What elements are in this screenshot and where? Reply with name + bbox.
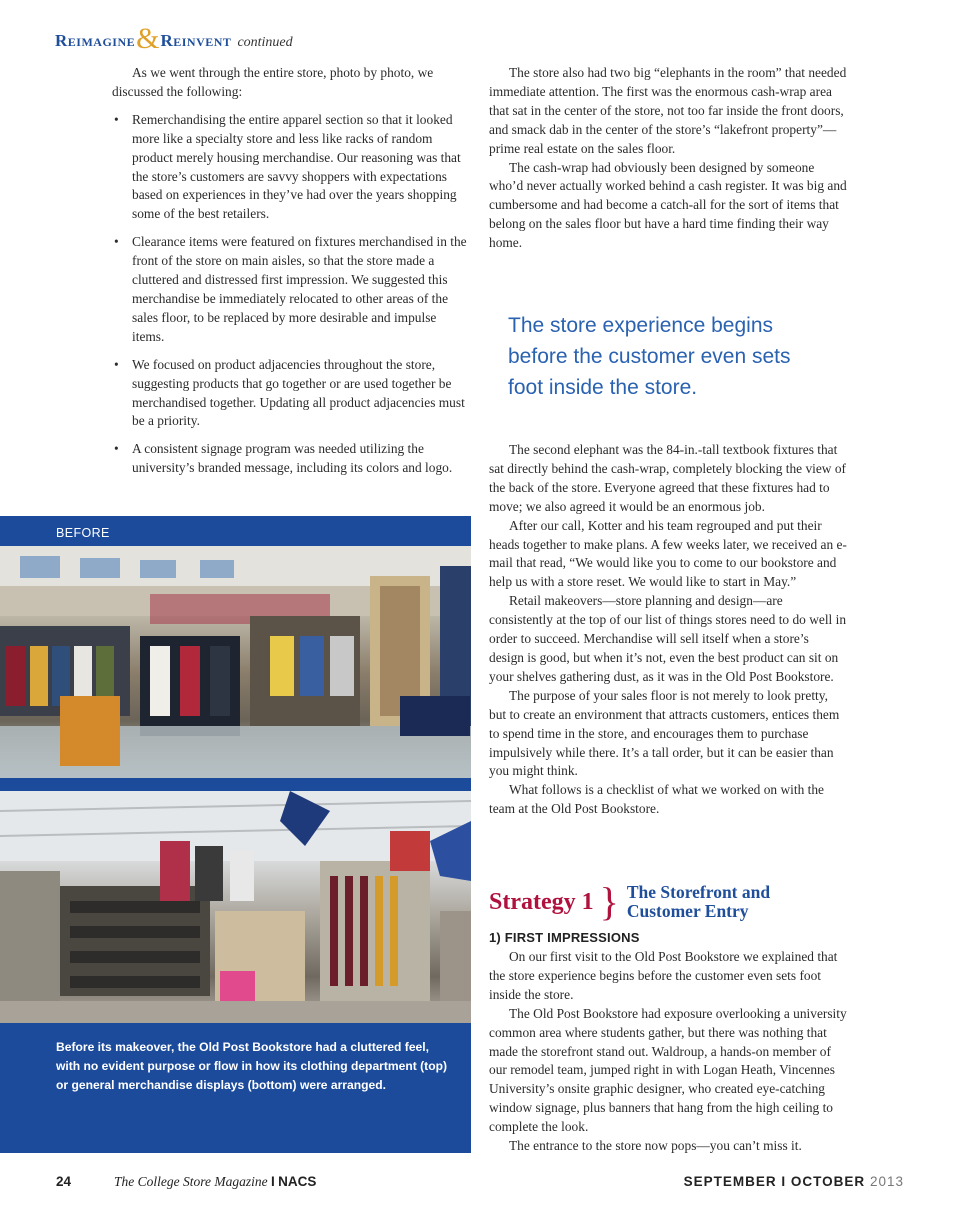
right-column-top <box>489 64 847 253</box>
before-photo-apparel <box>0 546 471 778</box>
strategy-title <box>627 883 770 921</box>
list-item: • We focused on product adjacencies throughout the store, suggesting products that go together or are used together be merchandised together. Updating all product adjacencies must be a priority. <box>112 356 472 432</box>
strategy-number: Strategy 1 <box>489 888 594 915</box>
header-continued: continued <box>237 35 293 50</box>
body-paragraph: The Old Post Bookstore had exposure overlooking a university common area where students gather, but there was nothing that made the storefront stand out. Waldroup, a hands-on member of our remodel team, jumped right in with Logan Heath, Vincennes University’s onsite graphic designer, who created eye-catching window signage, plus banners that hang from the high ceiling to complete the look. <box>489 1005 847 1135</box>
strategy-heading <box>489 879 771 924</box>
body-paragraph: On our first visit to the Old Post Bookstore we explained that the store experience begins before the customer even sets foot inside the store. <box>489 949 838 1002</box>
body-paragraph: The cash-wrap had obviously been designed by someone who’d never actually worked behind a cash register. It was big and cumbersome and had become a catch-all for the sort of items that belong on the sales floor but have a hard time finding their way home. <box>489 159 847 251</box>
strategy-title-line: Customer Entry <box>626 901 749 921</box>
body-paragraph: After our call, Kotter and his team regrouped and put their heads together to make plans. A few weeks later, we received an e-mail that read, “We would like you to come to our bookstore and help us with a store reset. We would like to start in May.” <box>489 517 847 590</box>
body-paragraph: The store also had two big “elephants in the room” that needed immediate attention. The first was the enormous cash-wrap area that sat in the center of the store, not too far inside the front doors, and smack dab in the center of the store’s “lakefront property”—prime real estate on the sales floor. <box>489 65 847 156</box>
right-column-bottom <box>489 948 847 1156</box>
left-intro-paragraph: As we went through the entire store, photo by photo, we discussed the following: <box>112 65 434 99</box>
magazine-title: The College Store Magazine <box>114 1174 268 1189</box>
list-item: • Clearance items were featured on fixtures merchandised in the front of the store on main aisles, so that the store made a cluttered and distressed first impression. We suggested this merchandise be immediately relocated to other areas of the sales floor, to be replaced by more desirable and impulse items. <box>112 233 472 346</box>
body-paragraph: What follows is a checklist of what we worked on with the team at the Old Post Bookstore. <box>489 782 824 817</box>
issue-months: SEPTEMBER I OCTOBER <box>683 1174 866 1189</box>
magazine-name <box>114 1174 316 1190</box>
running-header <box>55 22 293 56</box>
brace-icon: } <box>599 879 619 924</box>
photo-caption: Before its makeover, the Old Post Bookstore had a cluttered feel, with no evident purpose or flow in how its clothing department (top) or general merchandise displays (bottom) were arranged. <box>56 1040 448 1092</box>
issue-date <box>684 1174 904 1189</box>
pull-quote: The store experience begins before the customer even sets foot inside the store. <box>508 314 791 399</box>
before-photo-general-merchandise <box>0 791 471 1023</box>
header-ampersand: & <box>136 22 160 55</box>
body-paragraph: The entrance to the store now pops—you can’t miss it. <box>509 1138 802 1154</box>
header-word-reimagine: Reimagine <box>55 31 136 50</box>
issue-year: 2013 <box>869 1174 904 1189</box>
body-paragraph: Retail makeovers—store planning and design—are consistently at the top of our list of things stores need to do well in order to succeed. Merchandise will sell itself when a store’s design is good, but when it’s not, even the best product can sit on your shelves gathering dust, as it was in the Old Post Bookstore. <box>489 593 847 684</box>
header-word-reinvent: Reinvent <box>160 31 232 50</box>
left-column <box>112 64 472 487</box>
body-paragraph: The purpose of your sales floor is not merely to look pretty, but to create an environment that attracts customers, entices them to spend time in the store, and encourages them to purchase impulsively while there. It’s a tall order, but it can be easier than you might think. <box>489 687 840 779</box>
footer-separator: I <box>270 1174 275 1189</box>
before-photo-panel <box>0 516 471 1153</box>
organization-name: NACS <box>278 1174 317 1189</box>
list-item: • A consistent signage program was needed utilizing the university’s branded message, including its colors and logo. <box>112 440 472 478</box>
strategy-title-line: The Storefront and <box>626 882 771 902</box>
page-number: 24 <box>56 1174 72 1189</box>
before-label: BEFORE <box>56 526 110 540</box>
section-subhead: 1) FIRST IMPRESSIONS <box>489 930 640 945</box>
list-item: • Remerchandising the entire apparel section so that it looked more like a specialty store and less like racks of random product merely housing merchandise. Our reasoning was that the store’s customers are savvy shoppers with expectations based on experiences in they’ve had over the years shopping some of the best retailers. <box>112 111 472 224</box>
body-paragraph: The second elephant was the 84-in.-tall textbook fixtures that sat directly behind the cash-wrap, completely blocking the view of the back of the store. Everyone agreed that these fixtures had to move; we also agreed it would be an enormous job. <box>489 442 846 514</box>
discussion-list <box>112 111 472 478</box>
page-footer <box>56 1174 904 1194</box>
right-column-middle <box>489 441 847 819</box>
